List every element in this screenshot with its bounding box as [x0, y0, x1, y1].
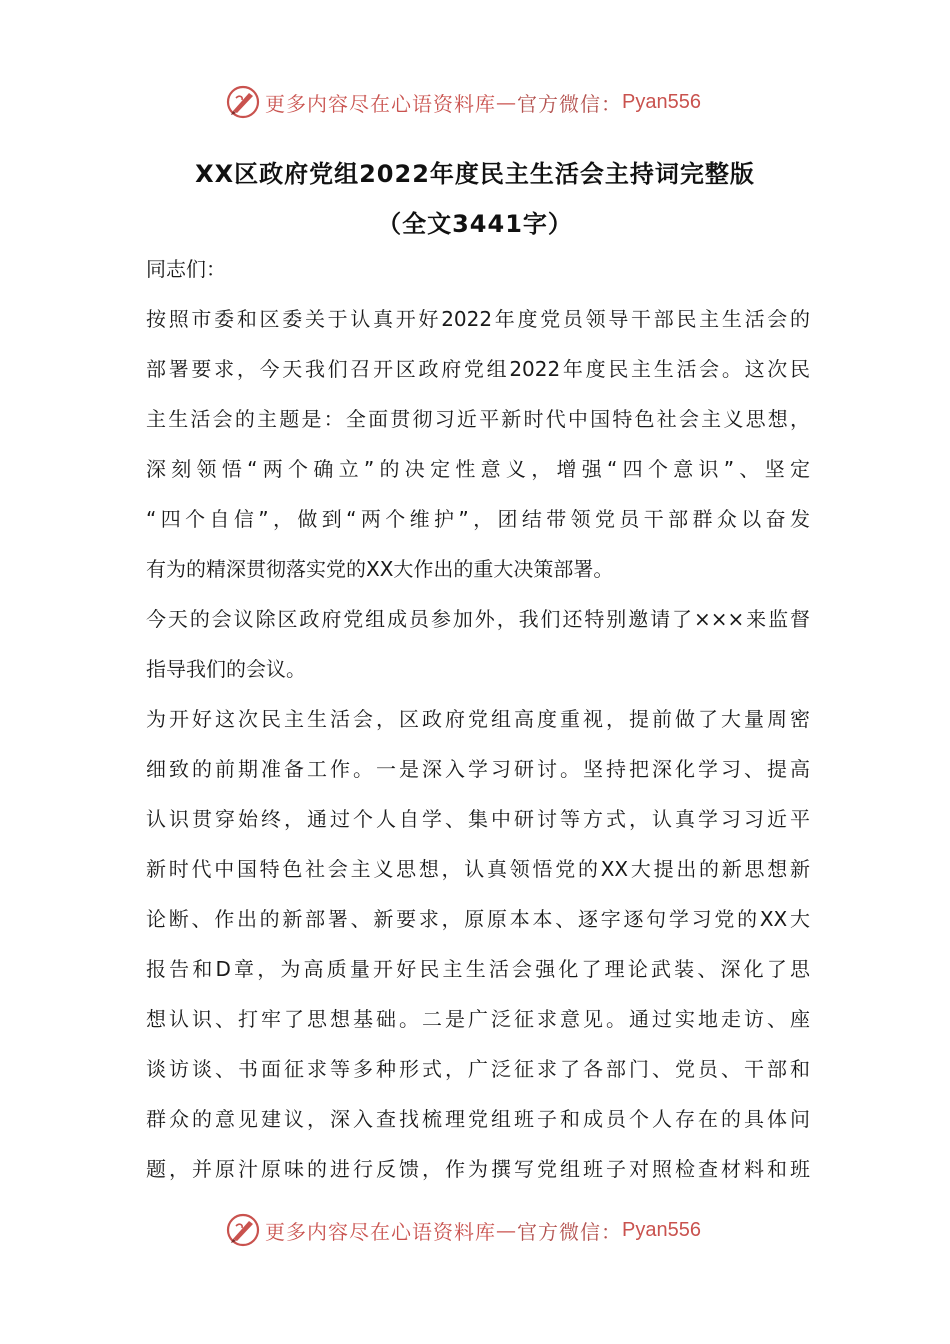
body-line: 有为的精深贯彻落实党的XX大作出的重大决策部署。 — [146, 557, 614, 581]
pen-logo-icon — [225, 1212, 261, 1248]
body-line: “四个自信”，做到“两个维护”，团结带领党员干部群众以奋发 — [146, 507, 810, 531]
watermark-banner-top — [225, 82, 701, 122]
body-line: 报告和D章，为高质量开好民主生活会强化了理论武装、深化了思 — [146, 957, 810, 981]
body-line: 为开好这次民主生活会，区政府党组高度重视，提前做了大量周密 — [146, 707, 810, 731]
body-line: 按照市委和区委关于认真开好2022年度党员领导干部民主生活会的 — [146, 307, 810, 331]
body-line: 细致的前期准备工作。一是深入学习研讨。坚持把深化学习、提高 — [146, 757, 810, 781]
watermark-contact-handle: Pyan556 — [622, 1218, 701, 1241]
document-subtitle: （全文3441字） — [377, 210, 573, 238]
watermark-banner-bottom — [225, 1210, 701, 1250]
watermark-text: 更多内容尽在心语资料库 — [265, 91, 496, 116]
body-line: 群众的意见建议，深入查找梳理党组班子和成员个人存在的具体问 — [146, 1107, 810, 1131]
watermark-text: 更多内容尽在心语资料库 — [265, 1219, 496, 1244]
body-line: 论断、作出的新部署、新要求，原原本本、逐字逐句学习党的XX大 — [146, 907, 810, 931]
watermark-contact-handle: Pyan556 — [622, 90, 701, 113]
body-line: 同志们： — [146, 257, 226, 281]
body-line: 认识贯穿始终，通过个人自学、集中研讨等方式，认真学习习近平 — [146, 807, 810, 831]
body-line: 今天的会议除区政府党组成员参加外，我们还特别邀请了×××来监督 — [146, 607, 810, 631]
body-line: 题，并原汁原味的进行反馈，作为撰写党组班子对照检查材料和班 — [146, 1157, 810, 1181]
body-line: 新时代中国特色社会主义思想，认真领悟党的XX大提出的新思想新 — [146, 857, 810, 881]
body-line: 想认识、打牢了思想基础。二是广泛征求意见。通过实地走访、座 — [146, 1007, 810, 1031]
pen-logo-icon — [225, 84, 261, 120]
watermark-contact-label: 官方微信： — [517, 1219, 622, 1244]
body-line: 谈访谈、书面征求等多种形式，广泛征求了各部门、党员、干部和 — [146, 1057, 810, 1081]
watermark-contact-label: 官方微信： — [517, 91, 622, 116]
document-body — [146, 244, 810, 1194]
body-line: 主生活会的主题是：全面贯彻习近平新时代中国特色社会主义思想， — [146, 407, 810, 431]
body-line: 深刻领悟“两个确立”的决定性意义，增强“四个意识”、坚定 — [146, 457, 810, 481]
document-title: XX区政府党组2022年度民主生活会主持词完整版 — [195, 160, 755, 188]
watermark-separator: — — [496, 90, 517, 114]
watermark-separator: — — [496, 1218, 517, 1242]
body-line: 指导我们的会议。 — [146, 657, 306, 681]
body-line: 部署要求，今天我们召开区政府党组2022年度民主生活会。这次民 — [146, 357, 810, 381]
